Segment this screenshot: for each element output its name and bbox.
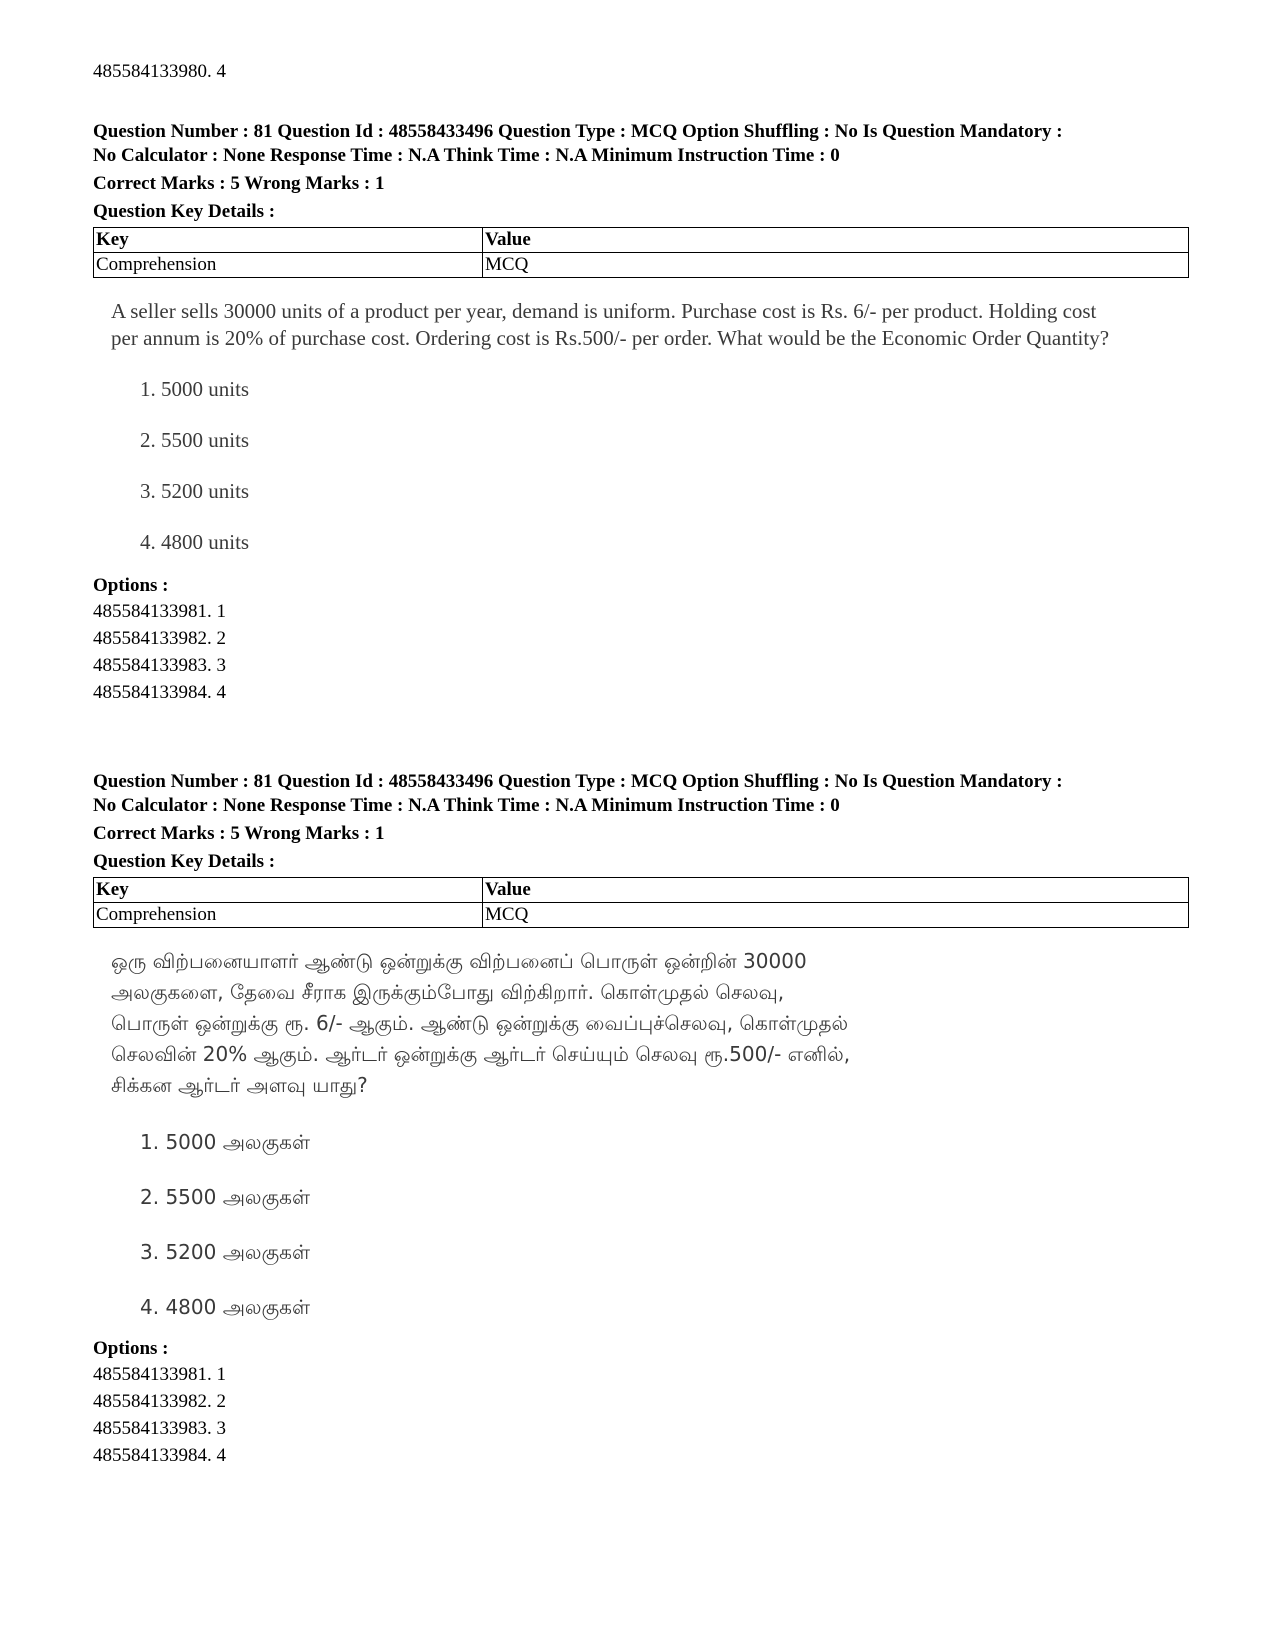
table-cell-value: MCQ xyxy=(483,253,1189,278)
key-details-table xyxy=(93,227,1189,278)
option-id-line: 485584133982. 2 xyxy=(93,628,226,649)
table-head-value: Value xyxy=(483,878,1189,903)
option-id-line: 485584133984. 4 xyxy=(93,682,226,703)
choice-list xyxy=(111,1129,1193,1321)
options-label: Options : xyxy=(93,575,169,596)
option-id-line: 485584133983. 3 xyxy=(93,1418,226,1439)
question-text-line: ஒரு விற்பனையாளர் ஆண்டு ஒன்றுக்கு விற்பனைப் பொருள் ஒன்றின் 30000 xyxy=(111,949,807,973)
marks-line: Correct Marks : 5 Wrong Marks : 1 xyxy=(93,173,385,194)
option-id-line: 485584133983. 3 xyxy=(93,655,226,676)
question-block-english xyxy=(93,120,1193,706)
question-text-line: செலவின் 20% ஆகும். ஆர்டர் ஒன்றுக்கு ஆர்டர் செய்யும் செலவு ரூ.500/- எனில், xyxy=(111,1042,851,1066)
table-cell-key: Comprehension xyxy=(94,903,483,928)
choice-item: 4. 4800 units xyxy=(140,530,250,554)
question-header-line-1: Question Number : 81 Question Id : 48558433496 Question Type : MCQ Option Shuffling : No Is Question Mandatory : xyxy=(93,771,1063,792)
question-header-line-2: No Calculator : None Response Time : N.A Think Time : N.A Minimum Instruction Time : 0 xyxy=(93,145,840,166)
question-text-line: பொருள் ஒன்றுக்கு ரூ. 6/- ஆகும். ஆண்டு ஒன்றுக்கு வைப்புச்செலவு, கொள்முதல் xyxy=(111,1011,849,1035)
question-block-tamil xyxy=(93,770,1193,1469)
choice-item: 3. 5200 units xyxy=(140,479,250,503)
question-header-line-1: Question Number : 81 Question Id : 48558433496 Question Type : MCQ Option Shuffling : No Is Question Mandatory : xyxy=(93,121,1063,142)
question-text-line: சிக்கன ஆர்டர் அளவு யாது? xyxy=(111,1073,368,1097)
options-label: Options : xyxy=(93,1338,169,1359)
choice-item: 2. 5500 அலகுகள் xyxy=(140,1185,311,1209)
key-details-label: Question Key Details : xyxy=(93,851,276,872)
previous-option-line: 485584133980. 4 xyxy=(93,61,226,82)
question-text-line: அலகுகளை, தேவை சீராக இருக்கும்போது விற்கிறார். கொள்முதல் செலவு, xyxy=(111,980,785,1004)
marks-line: Correct Marks : 5 Wrong Marks : 1 xyxy=(93,823,385,844)
table-head-key: Key xyxy=(94,228,483,253)
table-header-row xyxy=(94,878,1189,903)
choice-item: 3. 5200 அலகுகள் xyxy=(140,1240,311,1264)
key-details-label: Question Key Details : xyxy=(93,201,276,222)
table-header-row xyxy=(94,228,1189,253)
choice-item: 1. 5000 அலகுகள் xyxy=(140,1130,311,1154)
question-content xyxy=(111,946,1193,1321)
question-text: A seller sells 30000 units of a product per year, demand is uniform. Purchase cost is Rs. 6/- per product. Holding cost per annum is 20% of purchase cost. Ordering cost is Rs.500/- per order. What would be the Economic Order Quantity? xyxy=(111,299,1110,350)
option-id-line: 485584133981. 1 xyxy=(93,601,226,622)
table-head-key: Key xyxy=(94,878,483,903)
table-cell-key: Comprehension xyxy=(94,253,483,278)
key-details-table xyxy=(93,877,1189,928)
choice-item: 1. 5000 units xyxy=(140,377,250,401)
option-id-line: 485584133984. 4 xyxy=(93,1445,226,1466)
choice-item: 2. 5500 units xyxy=(140,428,250,452)
choice-list xyxy=(111,376,1193,556)
table-cell-value: MCQ xyxy=(483,903,1189,928)
option-id-line: 485584133982. 2 xyxy=(93,1391,226,1412)
table-row xyxy=(94,253,1189,278)
option-id-line: 485584133981. 1 xyxy=(93,1364,226,1385)
choice-item: 4. 4800 அலகுகள் xyxy=(140,1295,311,1319)
question-content xyxy=(111,298,1193,556)
table-row xyxy=(94,903,1189,928)
question-header-line-2: No Calculator : None Response Time : N.A Think Time : N.A Minimum Instruction Time : 0 xyxy=(93,795,840,816)
table-head-value: Value xyxy=(483,228,1189,253)
